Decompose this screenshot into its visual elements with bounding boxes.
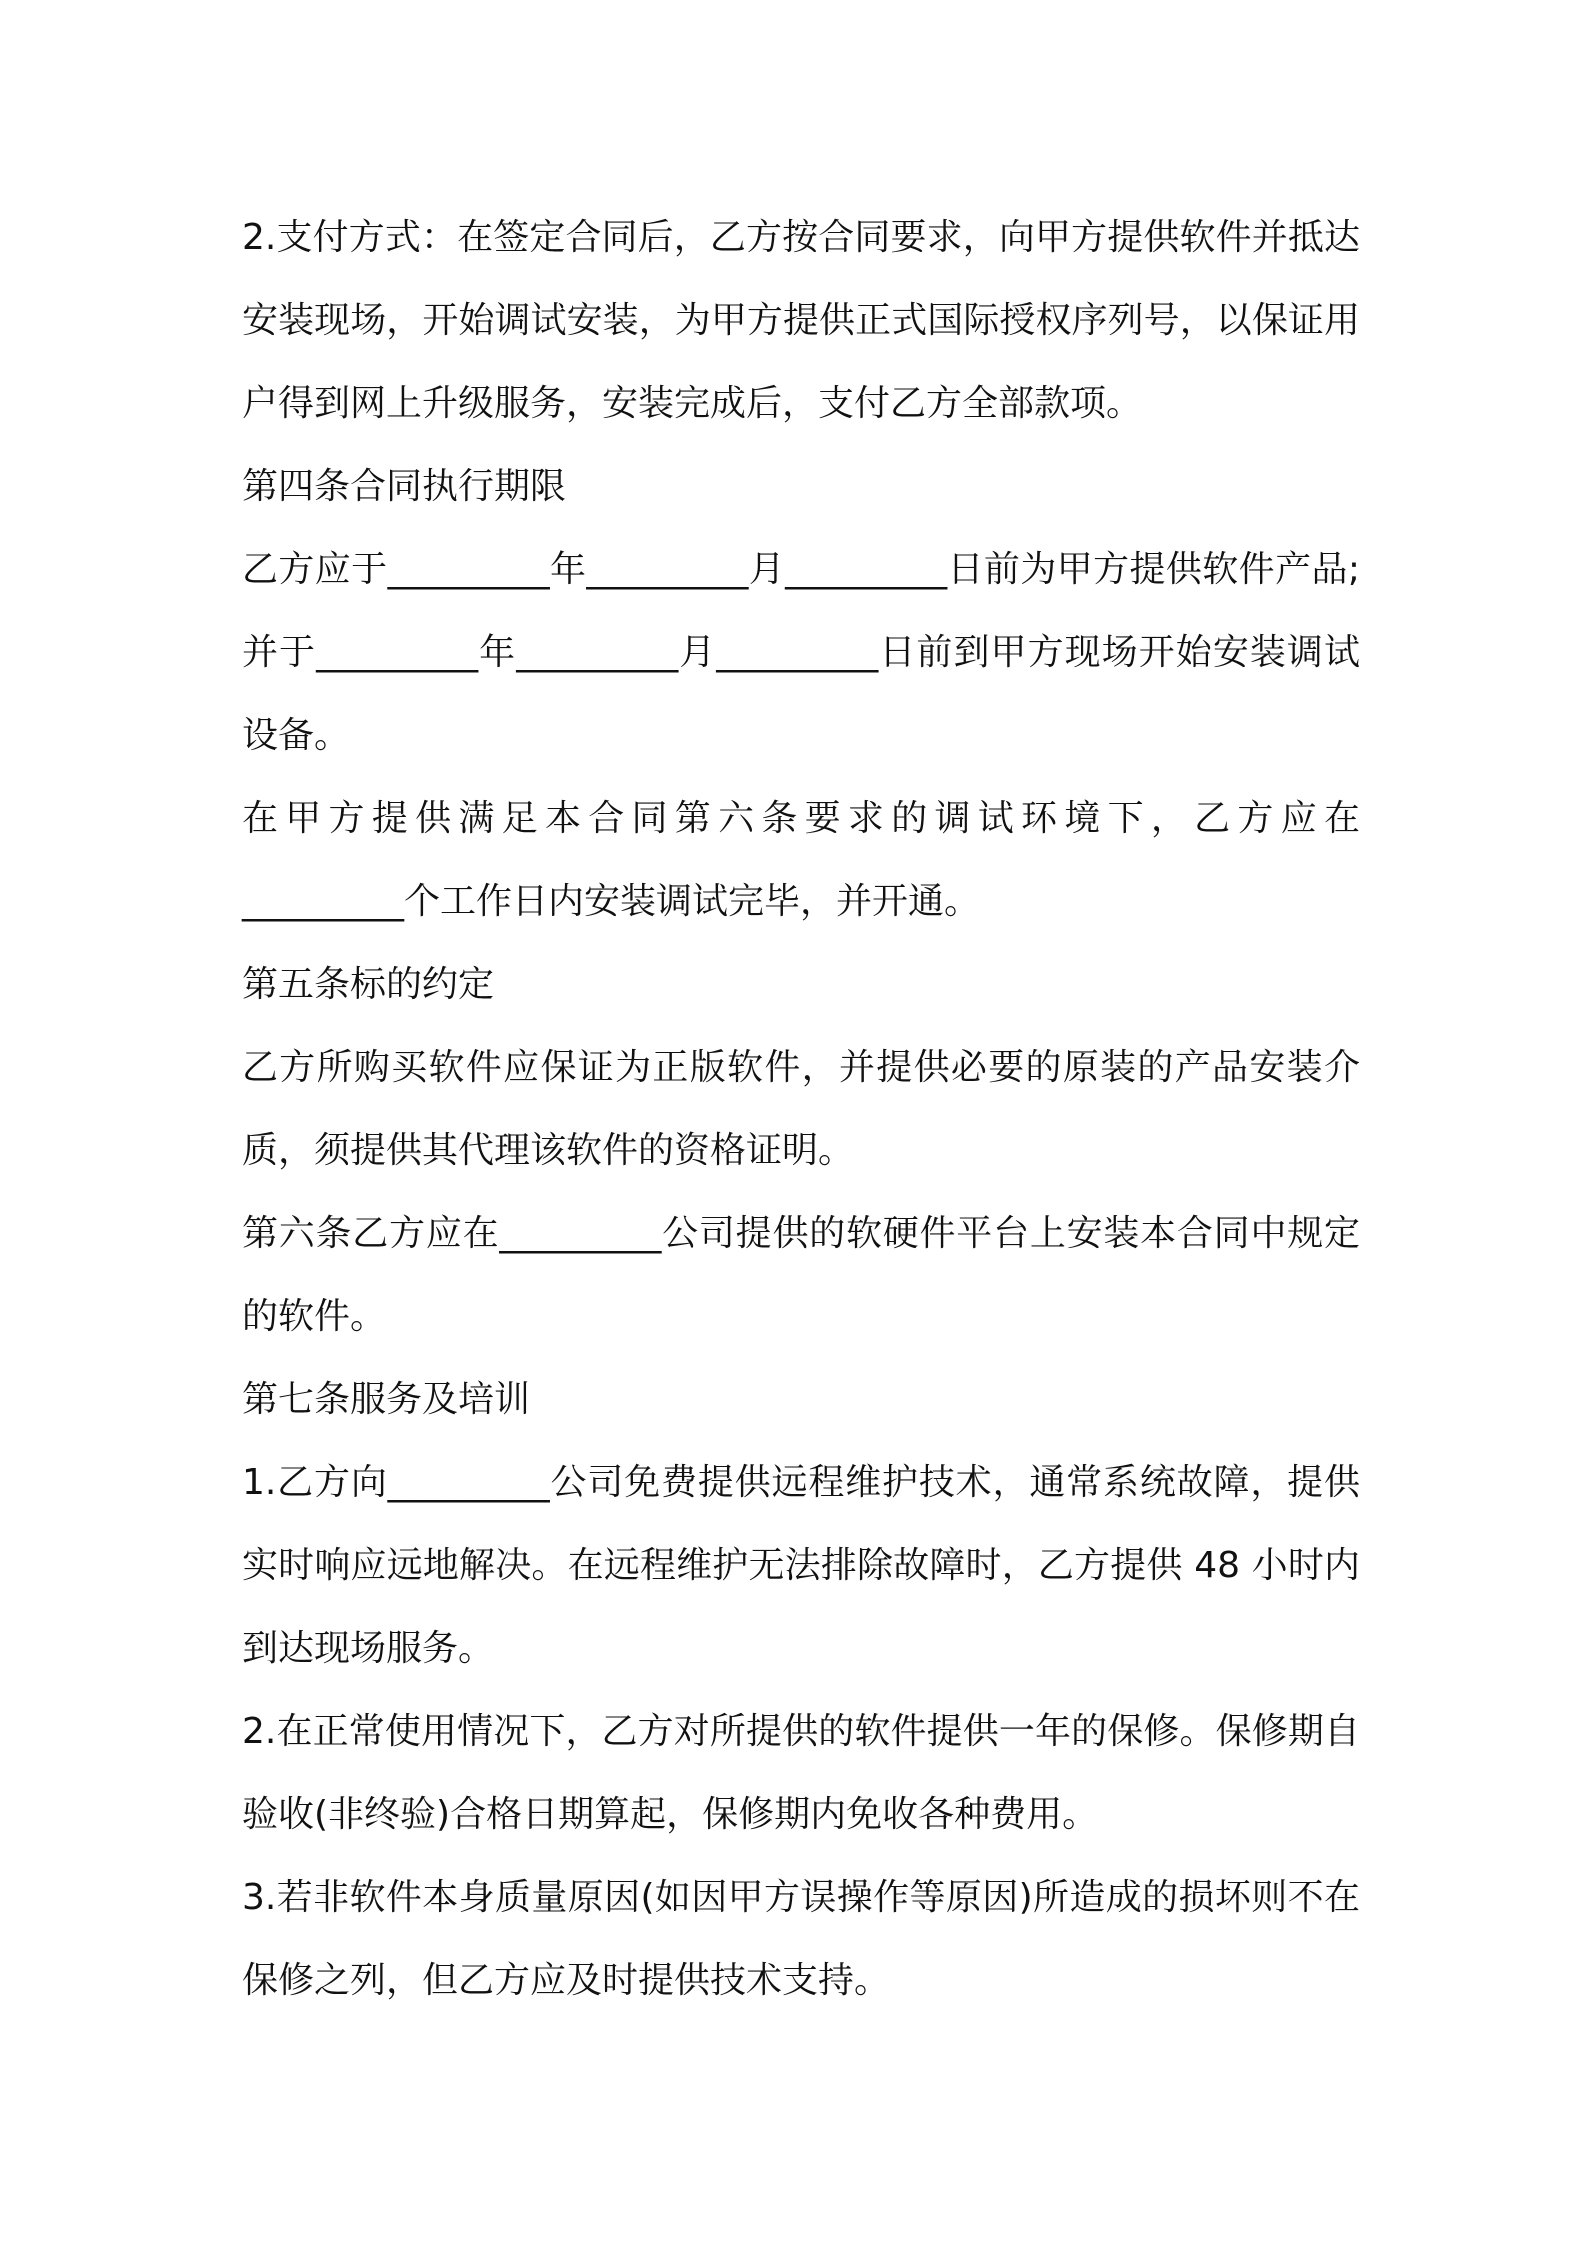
payment-method-clause: 2.支付方式：在签定合同后，乙方按合同要求，向甲方提供软件并抵达安装现场，开始调试安装，为甲方提供正式国际授权序列号，以保证用户得到网上升级服务，安装完成后，支付乙方全部款项。 (242, 217, 1360, 424)
remote-maintenance-clause: 1.乙方向_________公司免费提供远程维护技术，通常系统故障，提供实时响应远地解决。在远程维护无法排除故障时，乙方提供 48 小时内到达现场服务。 (242, 1462, 1360, 1669)
document-page (242, 196, 1360, 2022)
delivery-deadline-clause: 乙方应于_________年_________月_________日前为甲方提供软件产品;并于_________年_________月_________日前到甲方现场开始安装调试设备。 (242, 549, 1360, 756)
installation-environment-clause-line1: 在甲方提供满足本合同第六条要求的调试环境下，乙方应在 (242, 798, 1360, 839)
article-5-heading: 第五条标的约定 (242, 964, 495, 1005)
article-4-heading: 第四条合同执行期限 (242, 466, 567, 507)
installation-environment-clause-line2: _________个工作日内安装调试完毕，并开通。 (242, 881, 981, 922)
warranty-exclusion-clause: 3.若非软件本身质量原因(如因甲方误操作等原因)所造成的损坏则不在保修之列，但乙方应及时提供技术支持。 (242, 1877, 1360, 2001)
article-7-heading: 第七条服务及培训 (242, 1379, 531, 1420)
warranty-clause: 2.在正常使用情况下，乙方对所提供的软件提供一年的保修。保修期自验收(非终验)合格日期算起，保修期内免收各种费用。 (242, 1711, 1360, 1835)
article-6-clause: 第六条乙方应在_________公司提供的软硬件平台上安装本合同中规定的软件。 (242, 1213, 1360, 1337)
genuine-software-clause: 乙方所购买软件应保证为正版软件，并提供必要的原装的产品安装介质，须提供其代理该软件的资格证明。 (242, 1047, 1360, 1171)
